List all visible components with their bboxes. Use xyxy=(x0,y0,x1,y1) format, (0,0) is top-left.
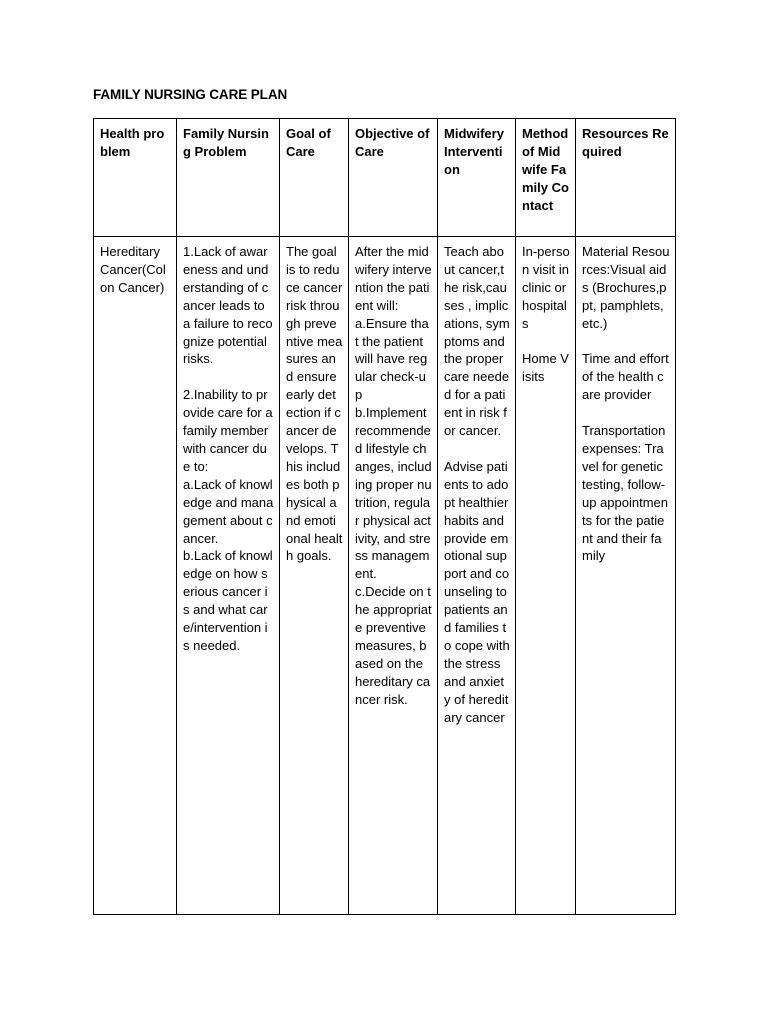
header-midwifery-intervention: Midwifery Intervention xyxy=(438,119,516,237)
header-row xyxy=(94,119,676,237)
cell-objective-of-care: After the midwifery intervention the patient will: a.Ensure that the patient will have regular check-up b.Implement recommended lifestyle changes, including proper nutrition, regular physical activity, and stress management. c.Decide on the appropriate preventive measures, based on the hereditary cancer risk. xyxy=(349,237,438,915)
header-health-problem: Health problem xyxy=(94,119,177,237)
cell-health-problem: Hereditary Cancer(Colon Cancer) xyxy=(94,237,177,915)
table-row xyxy=(94,237,676,915)
header-method-of-contact: Method of Midwife Family Contact xyxy=(516,119,576,237)
header-goal-of-care: Goal of Care xyxy=(280,119,349,237)
header-objective-of-care: Objective of Care xyxy=(349,119,438,237)
document-title: FAMILY NURSING CARE PLAN xyxy=(93,87,288,102)
cell-midwifery-intervention: Teach about cancer,the risk,causes , implications, symptoms and the proper care needed for a patient in risk for cancer. Advise patients to adopt healthier habits and provide emotional support and counseling to patients and families to cope with the stress and anxiety of hereditary cancer xyxy=(438,237,516,915)
cell-method-of-contact: In-person visit in clinic or hospitals Home Visits xyxy=(516,237,576,915)
cell-resources-required: Material Resources:Visual aids (Brochures,ppt, pamphlets,etc.) Time and effort of the health care provider Transportation expenses: Travel for genetic testing, follow-up appointments for the patient and their family xyxy=(576,237,676,915)
cell-family-nursing-problem: 1.Lack of awareness and understanding of cancer leads to a failure to recognize potential risks. 2.Inability to provide care for a family member with cancer due to: a.Lack of knowledge and management about cancer. b.Lack of knowledge on how serious cancer is and what care/intervention is needed. xyxy=(177,237,280,915)
care-plan-table xyxy=(93,118,676,915)
cell-goal-of-care: The goal is to reduce cancer risk through preventive measures and ensure early detection if cancer develops. This includes both physical and emotional health goals. xyxy=(280,237,349,915)
header-family-nursing-problem: Family Nursing Problem xyxy=(177,119,280,237)
header-resources-required: Resources Required xyxy=(576,119,676,237)
